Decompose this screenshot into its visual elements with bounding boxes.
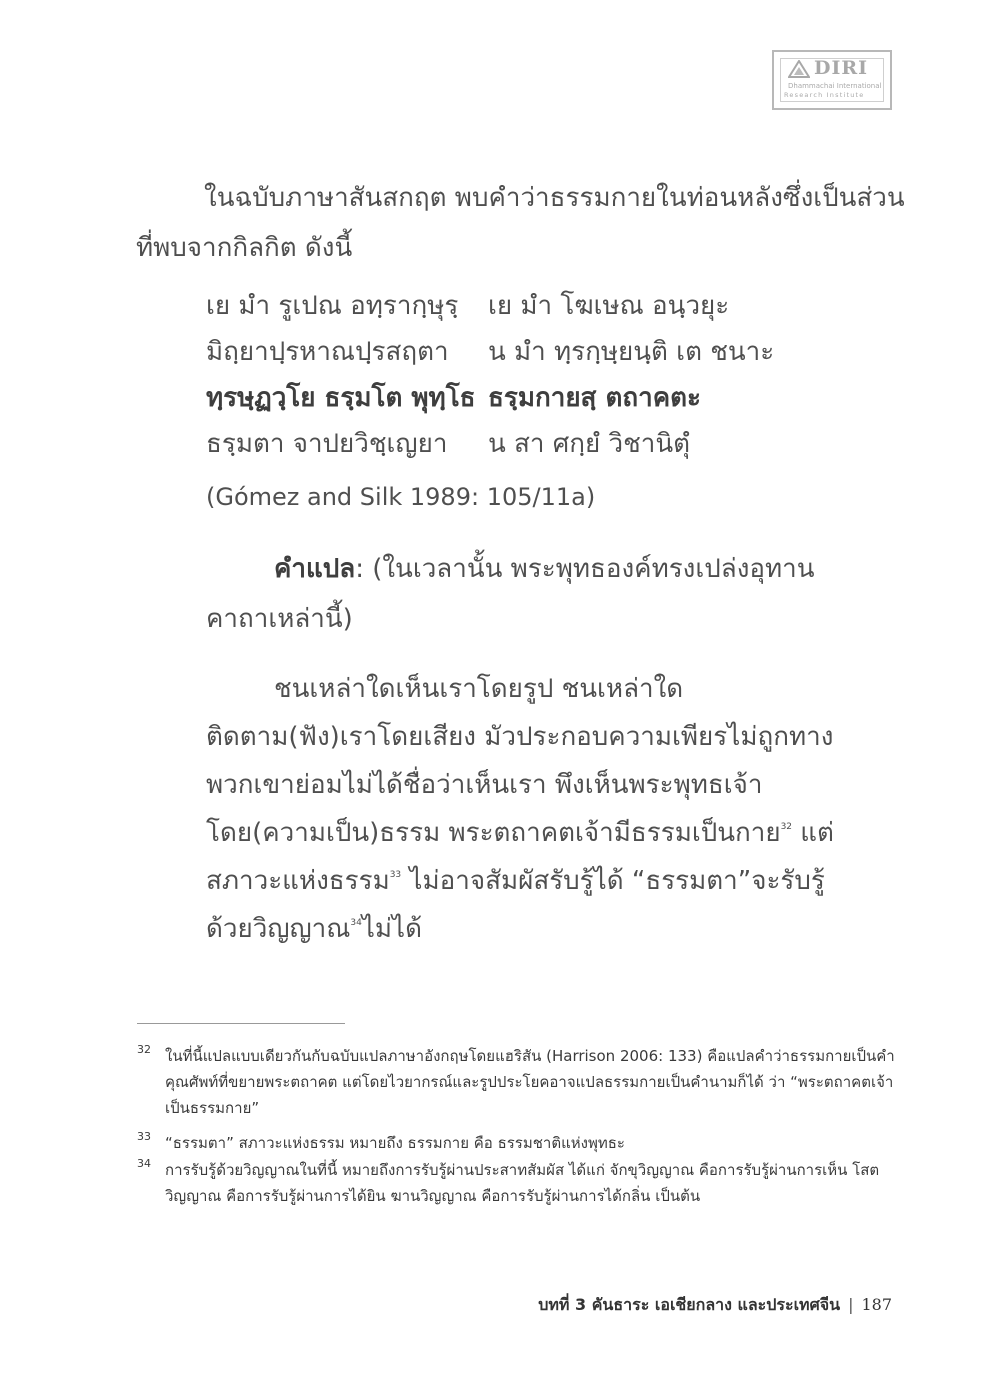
body-text-4: ไม่ได้ <box>361 914 422 944</box>
verse-line-first-half: มิถฺยาปฺรหาณปฺรสฤตา <box>206 337 449 367</box>
citation: (Gómez and Silk 1989: 105/11a) <box>206 483 596 511</box>
logo-subtitle-1: Dhammachai International <box>788 82 882 90</box>
footer-separator: | <box>848 1295 854 1314</box>
verse-line-second-half: ธรฺมกายสฺ ตถาคตะ <box>488 383 701 413</box>
footnote-number: 33 <box>137 1130 151 1143</box>
page-number: 187 <box>861 1295 892 1314</box>
footnote-number: 32 <box>137 1043 151 1056</box>
verse-line-second-half: น สา ศกฺยํ วิชานิตุํ <box>488 429 691 459</box>
verse-line-first-half: เย มำ รูเปณ อทฺรากฺษุรฺ <box>206 291 459 321</box>
translation-body <box>206 665 838 953</box>
translation-label: คำแปล <box>274 554 356 584</box>
footnote-ref-34[interactable]: 34 <box>350 918 362 928</box>
footnote-number: 34 <box>137 1157 151 1170</box>
footnote-33 <box>137 1130 907 1156</box>
logo-subtitle-2: Research Institute <box>784 91 865 99</box>
verse-line-second-half: เย มำ โฆเษณ อนฺวยุะ <box>488 291 730 321</box>
body-text-3: ไม่อาจสัมผัสรับรู้ได้ “ธรรมตา”จะรับรู้ด้วยวิญญาณ <box>206 866 825 944</box>
body-text-1: ชนเหล่าใดเห็นเราโดยรูป ชนเหล่าใดติดตาม(ฟัง)เราโดยเสียง มัวประกอบความเพียรไม่ถูกทาง พวกเขาย่อมไม่ได้ชื่อว่าเห็นเรา พึงเห็นพระพุทธเจ้าโดย(ความเป็น)ธรรม พระตถาคตเจ้ามีธรรมเป็นกาย <box>206 674 834 848</box>
intro-text: ในฉบับภาษาสันสกฤต พบคำว่าธรรมกายในท่อนหลังซึ่งเป็นส่วนที่พบจากกิลกิต ดังนี้ <box>136 183 905 263</box>
footnote-34 <box>137 1157 907 1209</box>
footnote-ref-33[interactable]: 33 <box>389 870 402 880</box>
verse-line-first-half: ธรฺมตา จาปยวิชฺเญยา <box>206 429 448 459</box>
body-text-2: แต่สภาวะแห่งธรรม <box>206 818 834 896</box>
page-footer <box>538 1293 892 1318</box>
verse-line-first-half: ทฺรษฺฏวฺโย ธรฺมโต พุทฺโธ <box>206 383 476 413</box>
chapter-title: บทที่ 3 คันธาระ เอเชียกลาง และประเทศจีน <box>538 1295 841 1314</box>
footnote-text: “ธรรมตา” สภาวะแห่งธรรม หมายถึง ธรรมกาย คือ ธรรมชาติแห่งพุทธะ <box>165 1134 625 1152</box>
translation-text: : (ในเวลานั้น พระพุทธองค์ทรงเปล่งอุทานคาถาเหล่านี้) <box>206 554 815 634</box>
diri-logo <box>772 50 892 110</box>
footnote-text: ในที่นี้แปลแบบเดียวกันกับฉบับแปลภาษาอังกฤษโดยแฮริสัน (Harrison 2006: 133) คือแปลคำว่าธรรมกายเป็นคำคุณศัพท์ที่ขยายพระตถาคต แต่โดยไวยากรณ์และรูปประโยคอาจแปลธรรมกายเป็นคำนามก็ได้ ว่า “พระตถาคตเจ้าเป็นธรรมกาย” <box>165 1047 895 1117</box>
footnote-32 <box>137 1043 907 1121</box>
triangle-emblem-icon <box>788 60 810 78</box>
footnote-divider <box>137 1023 345 1024</box>
footnote-text: การรับรู้ด้วยวิญญาณในที่นี้ หมายถึงการรับรู้ผ่านประสาทสัมผัส ได้แก่ จักขุวิญญาณ คือการรับรู้ผ่านการเห็น โสตวิญญาณ คือการรับรู้ผ่านการได้ยิน ฆานวิญญาณ คือการรับรู้ผ่านการได้กลิ่น เป็นต้น <box>165 1161 880 1205</box>
logo-name: DIRI <box>814 57 869 79</box>
intro-paragraph <box>136 173 906 273</box>
footnote-ref-32[interactable]: 32 <box>780 822 793 832</box>
translation-paragraph <box>206 544 838 644</box>
verse-line-second-half: น มำ ทฺรกฺษฺยนฺติ เต ชนาะ <box>488 337 775 367</box>
